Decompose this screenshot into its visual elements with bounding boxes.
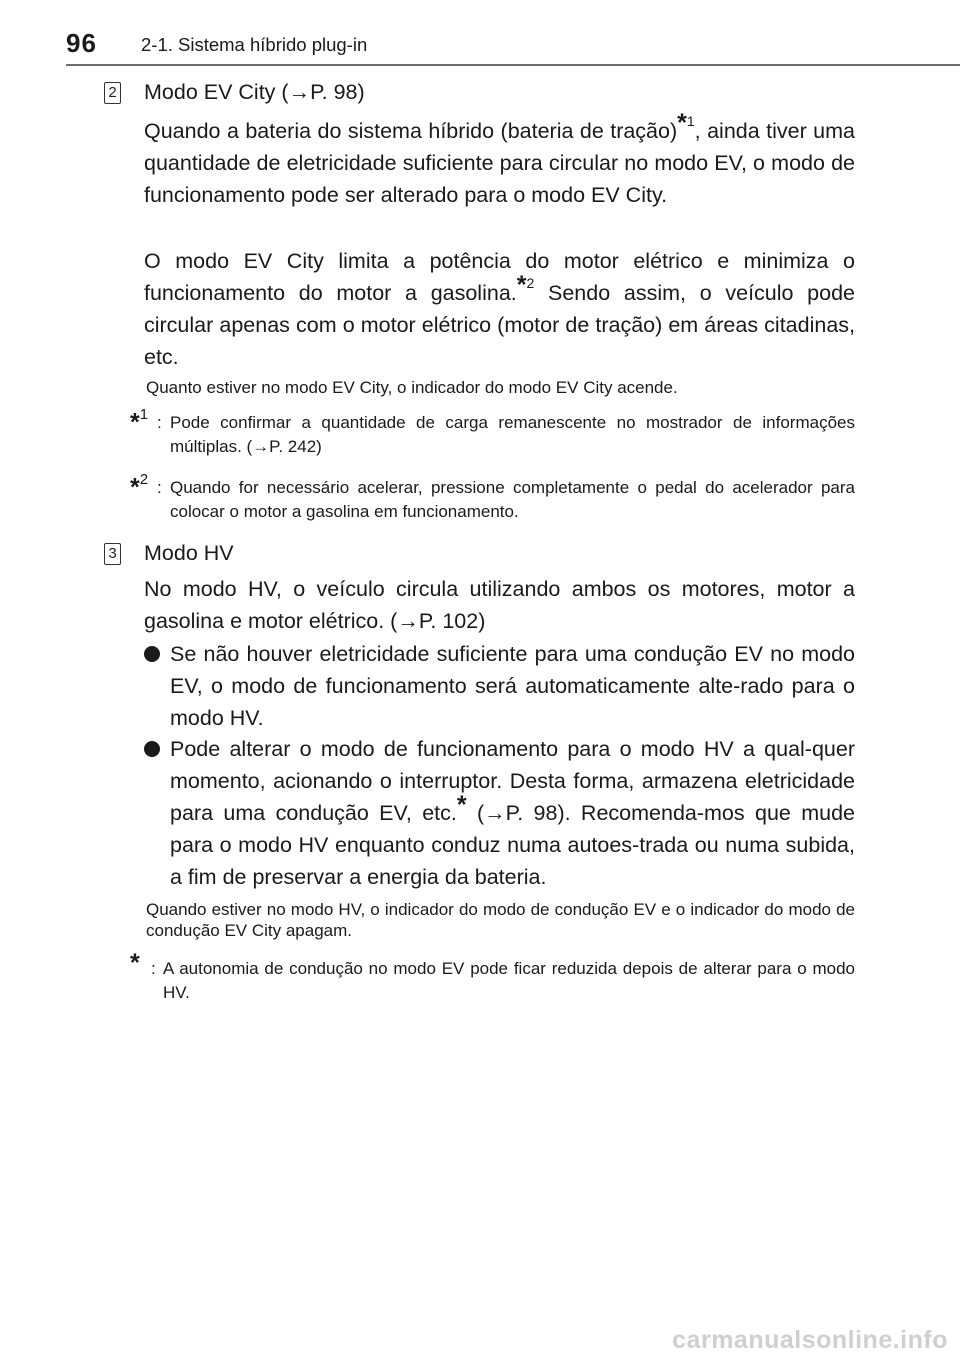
- paragraph: [144, 109, 855, 211]
- header-divider: [66, 64, 960, 66]
- paragraph: No modo HV, o veículo circula utilizando ambos os motores, motor a gasolina e motor elétrico. (→P. 102): [144, 577, 855, 633]
- footnote-marker: *$^1$: [130, 406, 149, 437]
- paragraph-text: Sendo assim, o veículo pode circular apenas com o motor elétrico (motor de tração) em áreas citadinas, etc.: [144, 281, 856, 369]
- bullet-text-part: Pode alterar o modo de funcionamento para o modo HV a qual-quer momento, acionando o interruptor. Desta forma, armazena eletricidade para uma condução EV, etc.: [170, 737, 855, 825]
- note-text: Quando estiver no modo HV, o indicador do modo de condução EV e o indicador do modo de condução EV City apagam.: [146, 900, 855, 940]
- step-number-badge: 3: [104, 543, 121, 565]
- page-number: 96: [66, 28, 97, 58]
- paragraph: [144, 245, 855, 373]
- section-title: 2-1. Sistema híbrido plug-in: [141, 34, 368, 55]
- note-text: Quanto estiver no modo EV City, o indicador do modo EV City acende.: [146, 378, 678, 397]
- bullet-icon: [144, 741, 160, 757]
- step-number-badge: 2: [104, 82, 121, 104]
- paragraph-text: O modo EV City limita a potência do motor elétrico e minimiza o funcionamento do motor a gasolina.: [144, 249, 855, 305]
- footnote-reference: *: [456, 791, 467, 819]
- footnote-reference: *$^2$: [516, 271, 535, 299]
- footnote-reference: *$^1$: [677, 109, 695, 137]
- page-header: [0, 0, 960, 66]
- bullet-icon: [144, 646, 160, 662]
- footnote-marker: *$^2$: [130, 471, 149, 502]
- section-heading: Modo EV City (→P. 98): [144, 80, 365, 104]
- footnote-colon: :: [157, 413, 162, 432]
- paragraph-text: , ainda tiver uma quantidade de eletricidade suficiente para circular no modo EV, o modo de funcionamento pode ser alterado para o modo EV City.: [144, 119, 855, 207]
- footnote-colon: :: [151, 959, 156, 978]
- section-heading: Modo HV: [144, 541, 234, 565]
- footnote-marker: *: [130, 949, 140, 977]
- bullet-text: [170, 733, 855, 893]
- footnote-text: Quando for necessário acelerar, pressione completamente o pedal do acelerador para colocar o motor a gasolina em funcionamento.: [170, 478, 855, 521]
- footnote-text: A autonomia de condução no modo EV pode ficar reduzida depois de alterar para o modo HV.: [163, 959, 855, 1002]
- paragraph-text: Quando a bateria do sistema híbrido (bateria de tração): [144, 119, 678, 143]
- watermark-logo: carmanualsonline.info: [672, 1326, 948, 1354]
- bullet-text-part: (→P. 98). Recomenda-mos que mude para o modo HV enquanto conduz numa autoes-trada ou numa subida, a fim de preservar a energia da bateria.: [170, 801, 856, 889]
- bullet-text: Se não houver eletricidade suficiente para uma condução EV no modo EV, o modo de funcionamento será automaticamente alte-rado para o modo HV.: [170, 642, 855, 730]
- footnote-colon: :: [157, 478, 162, 497]
- footnote-text: Pode confirmar a quantidade de carga remanescente no mostrador de informações múltiplas. (→P. 242): [170, 413, 855, 456]
